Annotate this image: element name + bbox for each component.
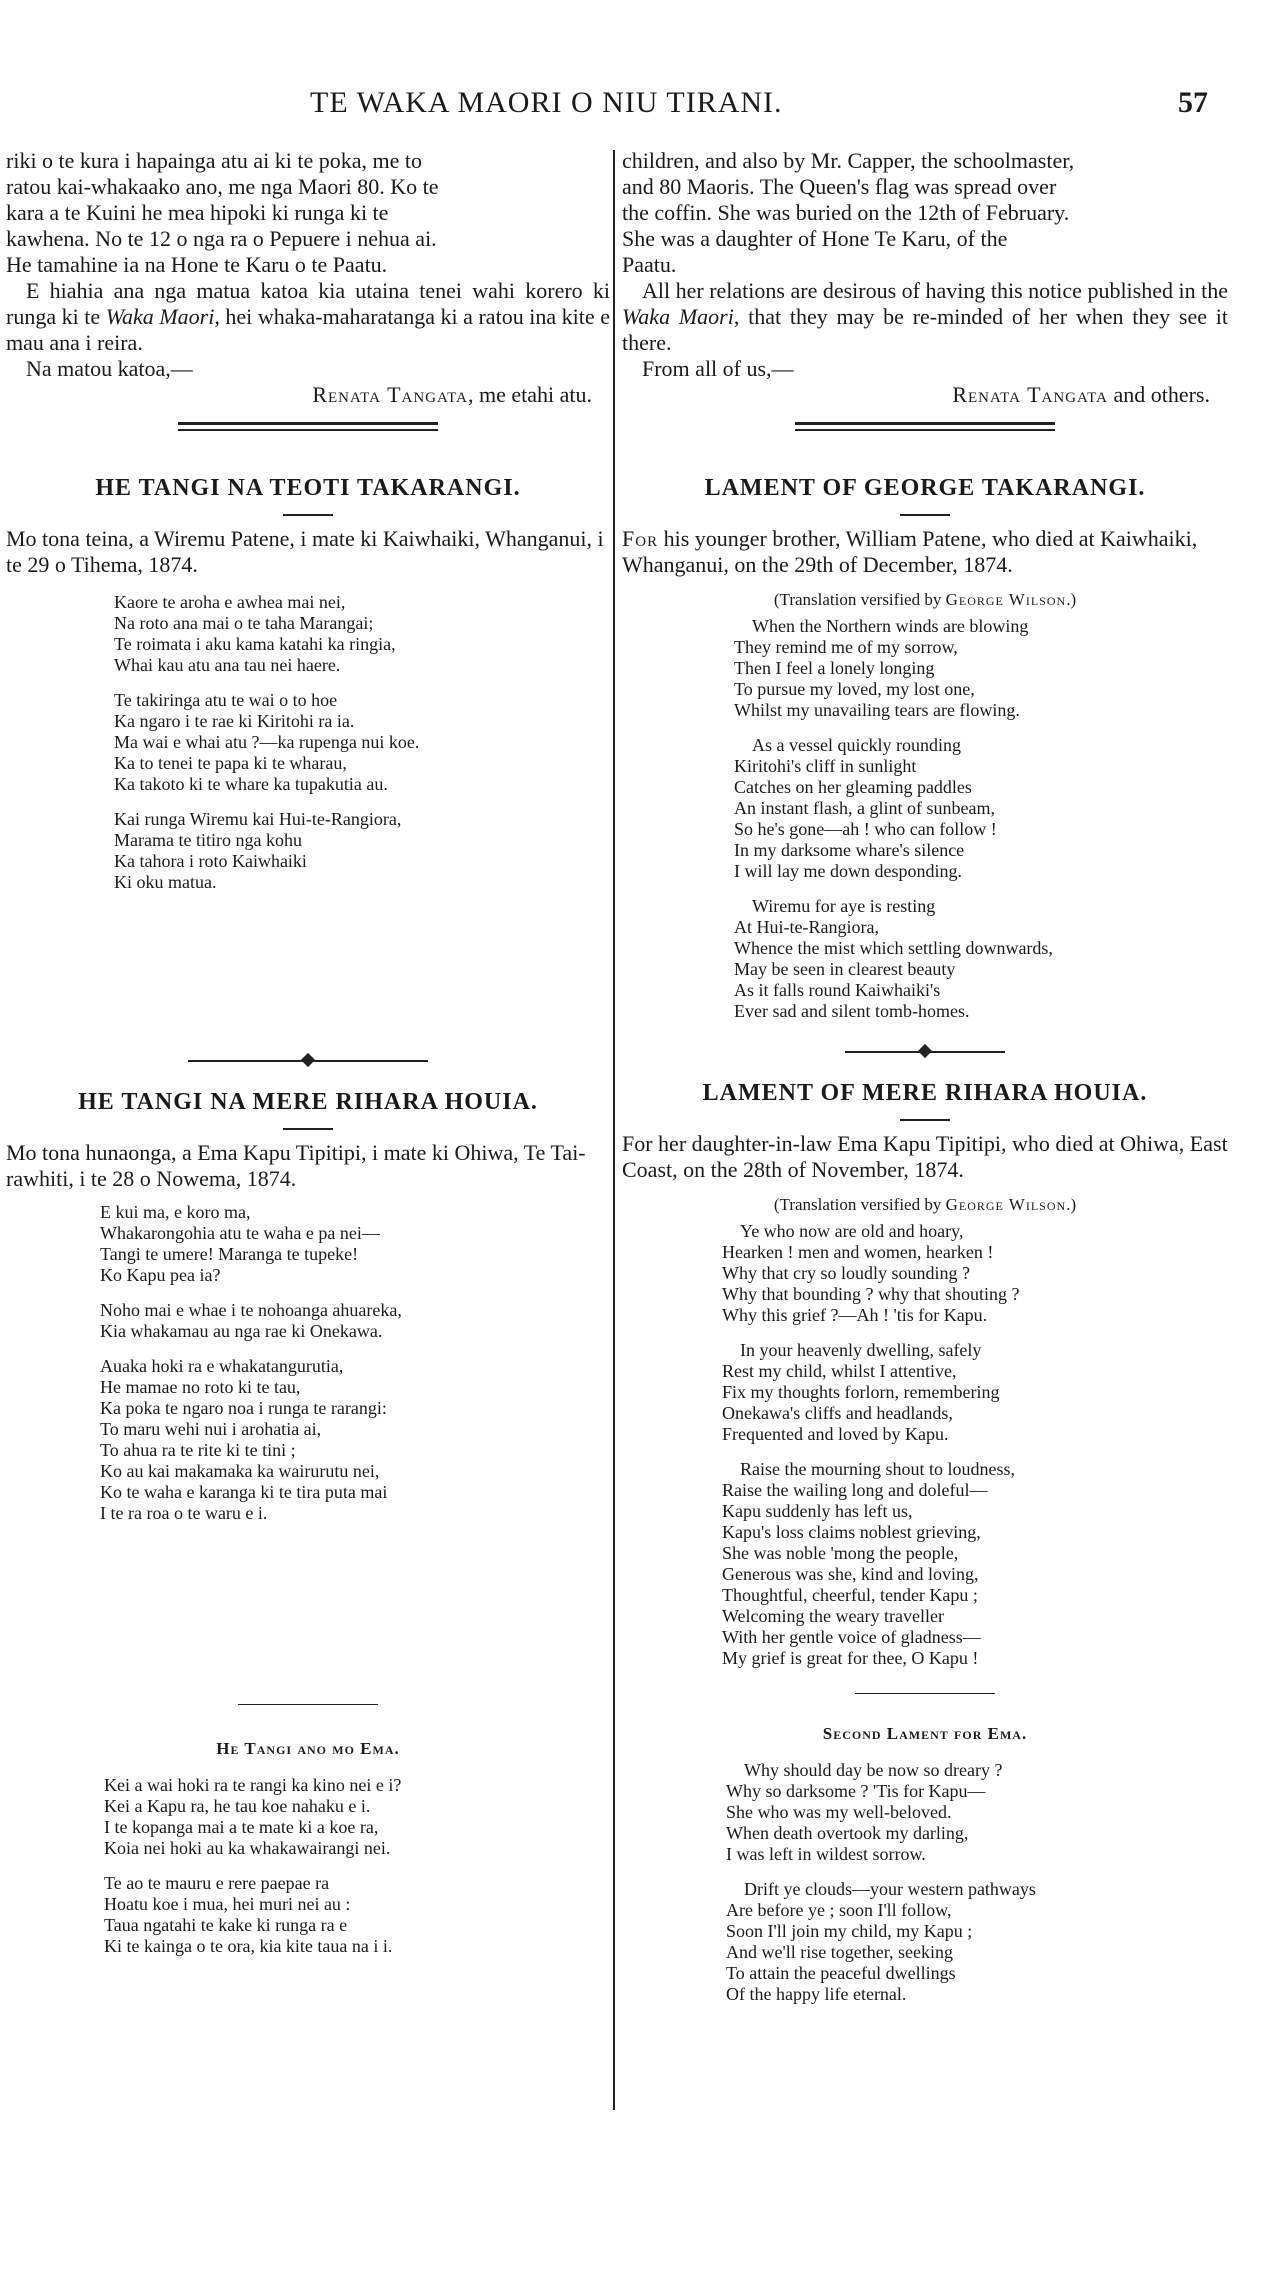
verse-line: Then I feel a lonely longing (734, 658, 935, 678)
letter-line: riki o te kura i hapainga atu ai ki te poka, me to (6, 148, 423, 173)
verse-line: Kei a wai hoki ra te rangi ka kino nei e i? (104, 1775, 402, 1795)
stanza (104, 1873, 610, 1957)
verse-line: Ko au kai makamaka ka wairurutu nei, (100, 1461, 380, 1481)
letter-text: All her relations are desirous of having this notice published in the (642, 278, 1228, 303)
right-column-english (622, 148, 1228, 2019)
verse-line: I will lay me down desponding. (734, 861, 962, 881)
verse-block (734, 616, 1228, 1022)
verse-line: Ko Kapu pea ia? (100, 1265, 221, 1285)
verse-line: May be seen in clearest beauty (734, 959, 956, 979)
lament-intro (622, 526, 1228, 578)
credit-text: .) (1066, 1195, 1077, 1214)
verse-line: Te roimata i aku kama katahi ka ringia, (114, 634, 396, 654)
verse-line: So he's gone—ah ! who can follow ! (734, 819, 997, 839)
verse-line: I te ra roa o te waru e i. (100, 1503, 268, 1523)
verse-line: Tangi te umere! Maranga te tupeke! (100, 1244, 359, 1264)
verse-line: When death overtook my darling, (726, 1823, 969, 1843)
letter-text: E hiahia ana nga matua katoa kia utaina tenei wahi korero ki runga ki te (6, 278, 610, 329)
verse-line: In my darksome whare's silence (734, 840, 965, 860)
verse-line: Drift ye clouds—your western pathways (744, 1879, 1036, 1899)
verse-line: And we'll rise together, seeking (726, 1942, 953, 1962)
translator-name: George Wilson (945, 590, 1067, 609)
verse-line: Ki oku matua. (114, 872, 217, 892)
sign-off: From all of us,— (642, 356, 794, 381)
verse-line: Taua ngatahi te kake ki runga ra e (104, 1915, 348, 1935)
verse-line: Hoatu koe i mua, hei muri nei au : (104, 1894, 351, 1914)
verse-block (114, 592, 610, 893)
verse-line: Frequented and loved by Kapu. (722, 1424, 949, 1444)
verse-line: Why this grief ?—Ah ! 'tis for Kapu. (722, 1305, 988, 1325)
verse-line: She who was my well-beloved. (726, 1802, 952, 1822)
lament-title: HE TANGI NA TEOTI TAKARANGI. (95, 475, 521, 501)
verse-line: Ka tahora i roto Kaiwhaiki (114, 851, 307, 871)
verse-line: An instant flash, a glint of sunbeam, (734, 798, 995, 818)
verse-line: Noho mai e whae i te nohoanga ahuareka, (100, 1300, 402, 1320)
verse-line: Auaka hoki ra e whakatangurutia, (100, 1356, 344, 1376)
stanza (114, 809, 610, 893)
verse-line: Marama te titiro nga kohu (114, 830, 302, 850)
verse-line: Ever sad and silent tomb-homes. (734, 1001, 970, 1021)
verse-line: My grief is great for thee, O Kapu ! (722, 1648, 979, 1668)
stanza (100, 1356, 610, 1524)
credit-text: (Translation versified by (773, 1195, 946, 1214)
letter-line: the coffin. She was buried on the 12th of February. (622, 200, 1070, 225)
verse-line: To maru wehi nui i arohatia ai, (100, 1419, 322, 1439)
verse-line: He mamae no roto ki te tau, (100, 1377, 301, 1397)
letter-lines (622, 148, 1228, 278)
verse-line: Why that cry so loudly sounding ? (722, 1263, 970, 1283)
letter-paragraph (6, 278, 610, 356)
verse-line: Ka ngaro i te rae ki Kiritohi ra ia. (114, 711, 355, 731)
verse-line: As it falls round Kaiwhaiki's (734, 980, 941, 1000)
verse-line: When the Northern winds are blowing (752, 616, 1029, 636)
verse-line: Welcoming the weary traveller (722, 1606, 944, 1626)
verse-line: Whence the mist which settling downwards, (734, 938, 1053, 958)
verse-line: E kui ma, e koro ma, (100, 1202, 251, 1222)
verse-line: As a vessel quickly rounding (752, 735, 961, 755)
verse-block (726, 1760, 1228, 2005)
stanza (726, 1879, 1228, 2005)
verse-line: Whilst my unavailing tears are flowing. (734, 700, 1020, 720)
stanza (722, 1340, 1228, 1445)
stanza (734, 735, 1228, 882)
intro-lead: For (622, 526, 659, 551)
verse-line: Kei a Kapu ra, he tau koe nahaku e i. (104, 1796, 371, 1816)
sign-off: Na matou katoa,— (26, 356, 193, 381)
verse-line: Na roto ana mai o te taha Marangai; (114, 613, 374, 633)
letter-english (622, 148, 1228, 382)
diamond-rule (845, 1046, 1005, 1058)
verse-block (104, 1775, 610, 1957)
verse-block (722, 1221, 1228, 1669)
verse-line: I te kopanga mai a te mate ki a koe ra, (104, 1817, 379, 1837)
lament-title: LAMENT OF GEORGE TAKARANGI. (704, 475, 1146, 501)
newspaper-title: TE WAKA MAORI O NIU TIRANI. (310, 86, 783, 119)
translation-credit (622, 590, 1228, 610)
credit-text: .) (1066, 590, 1077, 609)
verse-line: Rest my child, whilst I attentive, (722, 1361, 957, 1381)
lament-intro: Mo tona hunaonga, a Ema Kapu Tipitipi, i mate ki Ohiwa, Te Tai-rawhiti, i te 28 o Nowema, 1874. (6, 1140, 586, 1191)
letter-line: and 80 Maoris. The Queen's flag was spread over (622, 174, 1057, 199)
letter-text: , hei whaka-maharatanga ki a ratou ina kite e mau ana i reira. (6, 304, 610, 355)
verse-line: Ka takoto ki te whare ka tupakutia au. (114, 774, 388, 794)
verse-line: To ahua ra te rite ki te tini ; (100, 1440, 296, 1460)
letter-line: kawhena. No te 12 o nga ra o Pepuere i nehua ai. (6, 226, 437, 251)
left-column-maori (6, 148, 610, 1971)
page-header (0, 86, 1280, 126)
stanza (722, 1459, 1228, 1669)
verse-line: Kapu's loss claims noblest grieving, (722, 1522, 981, 1542)
verse-line: I was left in wildest sorrow. (726, 1844, 926, 1864)
lament-intro: For her daughter-in-law Ema Kapu Tipitipi, who died at Ohiwa, East Coast, on the 28th of November, 1874. (622, 1131, 1228, 1182)
stanza (114, 690, 610, 795)
verse-line: In your heavenly dwelling, safely (740, 1340, 982, 1360)
letter-maori (6, 148, 610, 382)
verse-line: Kiritohi's cliff in sunlight (734, 756, 917, 776)
signature-rest: , me etahi atu. (467, 382, 592, 407)
verse-line: Of the happy life eternal. (726, 1984, 907, 2004)
verse-line: Why that bounding ? why that shouting ? (722, 1284, 1020, 1304)
verse-line: Whakarongohia atu te waha e pa nei— (100, 1223, 380, 1243)
short-rule (283, 1128, 333, 1130)
verse-line: Why so darksome ? 'Tis for Kapu— (726, 1781, 986, 1801)
paper-name: Waka Maori (105, 304, 215, 329)
verse-line: Kapu suddenly has left us, (722, 1501, 913, 1521)
short-rule (900, 514, 950, 516)
verse-line: Raise the wailing long and doleful— (722, 1480, 988, 1500)
lament-subtitle: He Tangi ano mo Ema. (216, 1739, 400, 1758)
verse-line: Ka poka te ngaro noa i runga te rarangi: (100, 1398, 387, 1418)
verse-line: Why should day be now so dreary ? (744, 1760, 1003, 1780)
verse-line: Kaore te aroha e awhea mai nei, (114, 592, 346, 612)
stanza (114, 592, 610, 676)
verse-line: Whai kau atu ana tau nei haere. (114, 655, 341, 675)
verse-line: Catches on her gleaming paddles (734, 777, 972, 797)
stanza (726, 1760, 1228, 1865)
letter-text: , that they may be re-minded of her when they see it there. (622, 304, 1228, 355)
translation-credit (622, 1195, 1228, 1215)
letter-line: He tamahine ia na Hone te Karu o te Paatu. (6, 252, 388, 277)
verse-line: With her gentle voice of gladness— (722, 1627, 981, 1647)
verse-line: She was noble 'mong the people, (722, 1543, 959, 1563)
letter-line: She was a daughter of Hone Te Karu, of the (622, 226, 1008, 251)
page-number: 57 (1178, 86, 1208, 119)
lament-title: LAMENT OF MERE RIHARA HOUIA. (702, 1080, 1148, 1106)
verse-line: Thoughtful, cheerful, tender Kapu ; (722, 1585, 978, 1605)
verse-line: Are before ye ; soon I'll follow, (726, 1900, 952, 1920)
double-rule (795, 422, 1055, 431)
verse-line: Generous was she, kind and loving, (722, 1564, 979, 1584)
letter-line: kara a te Kuini he mea hipoki ki runga ki te (6, 200, 389, 225)
intro-text: his younger brother, William Patene, who died at Kaiwhaiki, Whanganui, on the 29th of December, 1874. (622, 526, 1198, 577)
letter-line: Paatu. (622, 252, 677, 277)
lament-title: HE TANGI NA MERE RIHARA HOUIA. (78, 1089, 538, 1115)
verse-line: Onekawa's cliffs and headlands, (722, 1403, 953, 1423)
verse-line: Raise the mourning shout to loudness, (740, 1459, 1015, 1479)
letter-lines (6, 148, 610, 278)
verse-line: Hearken ! men and women, hearken ! (722, 1242, 994, 1262)
verse-line: Ka to tenei te papa ki te wharau, (114, 753, 347, 773)
stanza (100, 1300, 610, 1342)
lament-subtitle: Second Lament for Ema. (822, 1724, 1028, 1743)
stanza (104, 1775, 610, 1859)
verse-block (100, 1202, 610, 1524)
stanza (734, 616, 1228, 721)
stanza (734, 896, 1228, 1022)
verse-line: Wiremu for aye is resting (752, 896, 936, 916)
letter-paragraph (622, 278, 1228, 356)
verse-line: At Hui-te-Rangiora, (734, 917, 879, 937)
credit-text: (Translation versified by (773, 590, 946, 609)
verse-line: Koia nei hoki au ka whakawairangi nei. (104, 1838, 391, 1858)
paper-name: Waka Maori (622, 304, 734, 329)
verse-line: Te takiringa atu te wai o to hoe (114, 690, 338, 710)
diamond-rule (188, 1055, 428, 1067)
verse-line: Ye who now are old and hoary, (740, 1221, 964, 1241)
translator-name: George Wilson (945, 1195, 1067, 1214)
letter-line: ratou kai-whakaako ano, me nga Maori 80. Ko te (6, 174, 439, 199)
verse-line: Kai runga Wiremu kai Hui-te-Rangiora, (114, 809, 402, 829)
signature-rest: and others. (1107, 382, 1210, 407)
short-rule (283, 514, 333, 516)
column-divider (613, 150, 615, 2110)
verse-line: Ma wai e whai atu ?—ka rupenga nui koe. (114, 732, 420, 752)
lament-intro: Mo tona teina, a Wiremu Patene, i mate ki Kaiwhaiki, Whanganui, i te 29 o Tihema, 1874. (6, 526, 604, 577)
verse-line: To pursue my loved, my lost one, (734, 679, 975, 699)
signature (622, 382, 1228, 408)
verse-line: Soon I'll join my child, my Kapu ; (726, 1921, 973, 1941)
verse-line: Fix my thoughts forlorn, remembering (722, 1382, 1000, 1402)
signature (6, 382, 610, 408)
verse-line: Ki te kainga o te ora, kia kite taua na i i. (104, 1936, 393, 1956)
verse-line: They remind me of my sorrow, (734, 637, 958, 657)
signature-name: Renata Tangata (312, 382, 468, 407)
verse-line: Kia whakamau au nga rae ki Onekawa. (100, 1321, 383, 1341)
verse-line: Te ao te mauru e rere paepae ra (104, 1873, 330, 1893)
verse-line: To attain the peaceful dwellings (726, 1963, 956, 1983)
letter-line: children, and also by Mr. Capper, the schoolmaster, (622, 148, 1075, 173)
stanza (100, 1202, 610, 1286)
signature-name: Renata Tangata (952, 382, 1108, 407)
stanza (722, 1221, 1228, 1326)
double-rule (178, 422, 438, 431)
verse-line: Ko te waha e karanga ki te tira puta mai (100, 1482, 388, 1502)
short-rule (900, 1119, 950, 1121)
